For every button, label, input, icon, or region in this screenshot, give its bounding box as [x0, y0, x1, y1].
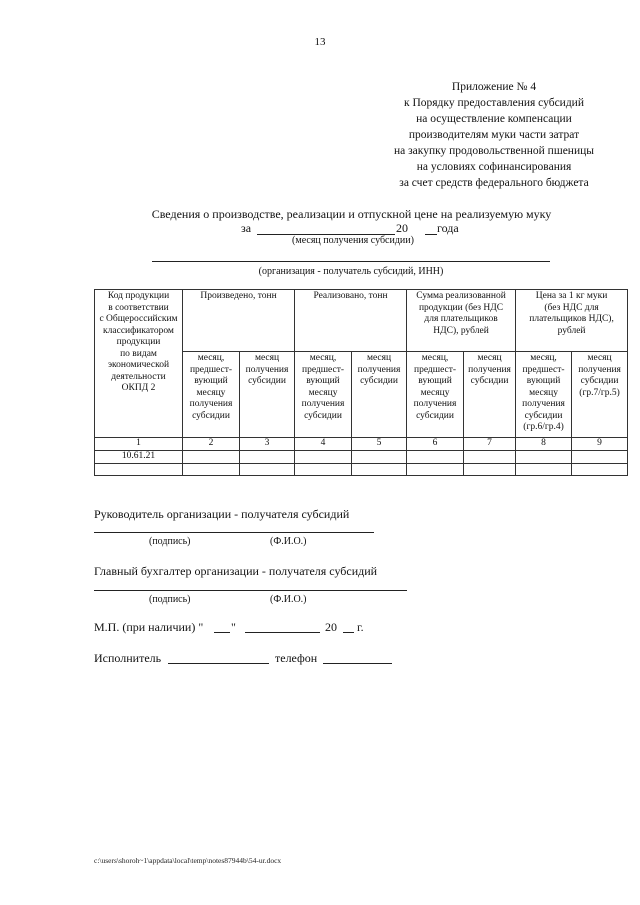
phone-label: телефон — [275, 651, 318, 665]
stamp-quote: " — [231, 620, 236, 634]
column-number: 7 — [464, 438, 516, 451]
table-cell[interactable] — [240, 464, 295, 476]
stamp-day-blank[interactable] — [214, 632, 230, 633]
column-number: 6 — [407, 438, 464, 451]
stamp-month-blank[interactable] — [245, 632, 320, 633]
head-name-hint: (Ф.И.О.) — [270, 536, 307, 547]
table-cell[interactable] — [464, 451, 516, 464]
column-number: 9 — [572, 438, 628, 451]
col-8-header: месяц, предшест- вующий месяцу получения субсидии (гр.6/гр.4) — [516, 352, 572, 438]
appendix-line: Приложение № 4 — [451, 81, 537, 93]
executor-line — [94, 651, 414, 669]
head-signature-hint: (подпись) — [149, 536, 191, 547]
column-number: 8 — [516, 438, 572, 451]
table-cell[interactable] — [295, 451, 352, 464]
stamp-prefix: М.П. (при наличии) " — [94, 620, 204, 634]
head-label: Руководитель организации - получателя субсидий — [94, 507, 350, 521]
table-cell[interactable] — [183, 464, 240, 476]
table-cell[interactable] — [516, 464, 572, 476]
document-title: Сведения о производстве, реализации и отпускной цене на реализуемую муку — [151, 207, 552, 221]
column-number: 2 — [183, 438, 240, 451]
organization-blank[interactable] — [152, 261, 550, 262]
table-cell[interactable] — [295, 464, 352, 476]
sales-sum-header: Сумма реализованной продукции (без НДС для плательщиков НДС), рублей — [407, 290, 516, 352]
phone-blank[interactable] — [323, 663, 392, 664]
stamp-year-blank[interactable] — [343, 632, 354, 633]
footer-file-path: c:\users\shoroh~1\appdata\local\temp\notes87944b\54-ur.docx — [94, 856, 282, 865]
produced-header: Произведено, тонн — [183, 290, 295, 352]
period-year-prefix: 20 — [396, 221, 408, 235]
accountant-signature-blank[interactable] — [94, 590, 407, 591]
executor-blank[interactable] — [168, 663, 269, 664]
col-2-header: месяц, предшест- вующий месяцу получения субсидии — [183, 352, 240, 438]
table-cell[interactable] — [183, 451, 240, 464]
col-9-header: месяц получения субсидии (гр.7/гр.5) — [572, 352, 628, 438]
column-number: 3 — [240, 438, 295, 451]
appendix-line: к Порядку предоставления субсидий — [404, 97, 584, 109]
period-hint: (месяц получения субсидии) — [292, 235, 414, 246]
table-cell[interactable] — [352, 451, 407, 464]
col-3-header: месяц получения субсидии — [240, 352, 295, 438]
product-code: 10.61.21 — [95, 451, 183, 464]
data-table — [94, 289, 628, 476]
table-cell[interactable] — [516, 451, 572, 464]
column-number-row — [95, 438, 628, 451]
col-7-header: месяц получения субсидии — [464, 352, 516, 438]
table-cell[interactable] — [407, 464, 464, 476]
table-row — [95, 451, 628, 464]
organization-hint: (организация - получатель субсидий, ИНН) — [258, 266, 444, 277]
period-year-suffix: года — [437, 221, 459, 235]
accountant-name-hint: (Ф.И.О.) — [270, 594, 307, 605]
table-row — [95, 464, 628, 476]
stamp-line — [94, 620, 494, 638]
head-signature-blank[interactable] — [94, 532, 374, 533]
col-6-header: месяц, предшест- вующий месяцу получения субсидии — [407, 352, 464, 438]
appendix-line: на осуществление компенсации — [416, 113, 572, 125]
appendix-line: за счет средств федерального бюджета — [399, 177, 589, 189]
table-cell[interactable] — [572, 451, 628, 464]
appendix-line: на закупку продовольственной пшеницы — [393, 145, 594, 157]
appendix-line: на условиях софинансирования — [416, 161, 572, 173]
table-header-row — [95, 290, 628, 352]
sold-header: Реализовано, тонн — [295, 290, 407, 352]
col-4-header: месяц, предшест- вующий месяцу получения субсидии — [295, 352, 352, 438]
column-number: 5 — [352, 438, 407, 451]
stamp-suffix: г. — [357, 620, 364, 634]
table-cell[interactable] — [352, 464, 407, 476]
col-code-header: Код продукции в соответствии с Общероссийским классификатором продукции по видам экономической деятельности ОКПД 2 — [95, 290, 183, 438]
table-cell[interactable] — [464, 464, 516, 476]
column-number: 4 — [295, 438, 352, 451]
table-cell[interactable] — [95, 464, 183, 476]
accountant-label: Главный бухгалтер организации - получателя субсидий — [94, 564, 378, 578]
appendix-line: производителям муки части затрат — [408, 129, 580, 141]
col-5-header: месяц получения субсидии — [352, 352, 407, 438]
stamp-year-prefix: 20 — [325, 620, 337, 634]
accountant-signature-hint: (подпись) — [149, 594, 191, 605]
table-cell[interactable] — [407, 451, 464, 464]
table-cell[interactable] — [240, 451, 295, 464]
column-number: 1 — [95, 438, 183, 451]
table-cell[interactable] — [572, 464, 628, 476]
price-header: Цена за 1 кг муки (без НДС для плательщиков НДС), рублей — [516, 290, 628, 352]
page-number: 13 — [314, 36, 326, 48]
executor-label: Исполнитель — [94, 651, 162, 665]
period-prefix: за — [241, 221, 252, 235]
appendix-block — [340, 79, 640, 191]
